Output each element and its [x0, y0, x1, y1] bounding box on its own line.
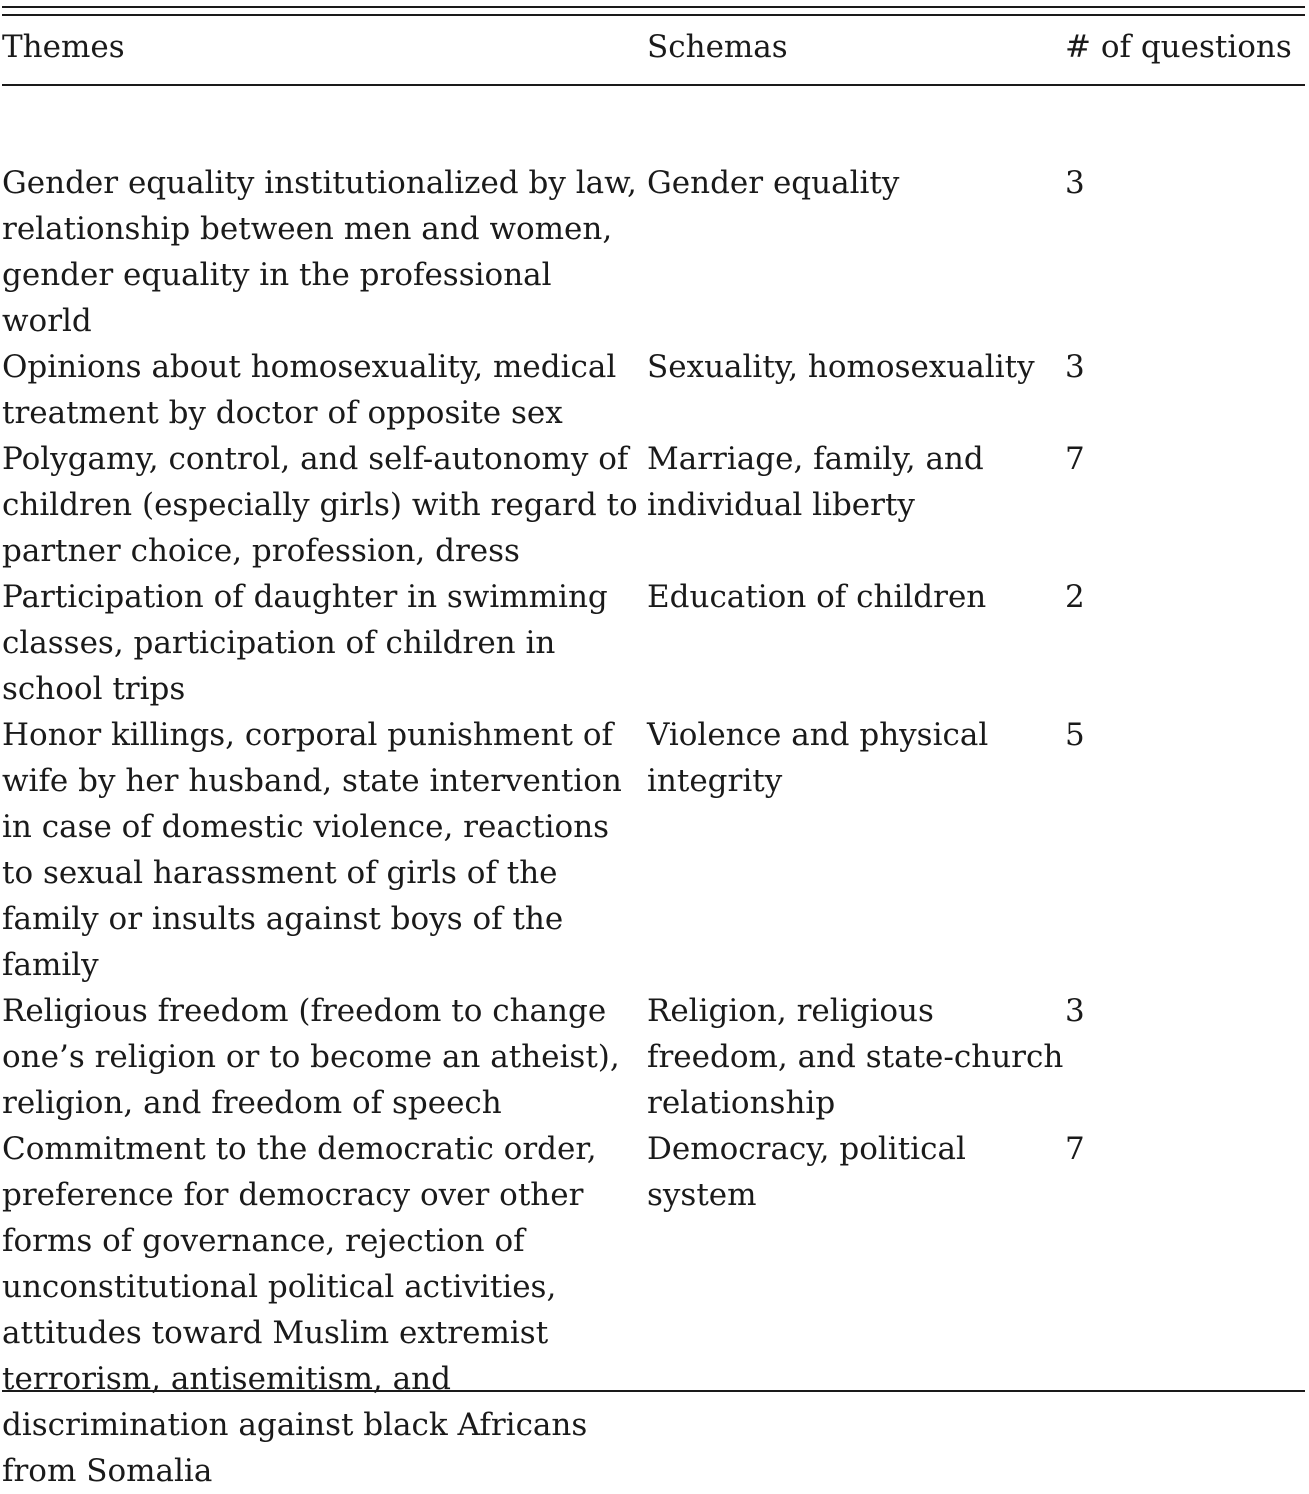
question-count-cell: 2 — [1065, 579, 1085, 615]
themes-table — [2, 22, 1305, 1494]
table-row — [2, 86, 1305, 344]
table-row — [2, 988, 1305, 1126]
schema-cell: Gender equality — [647, 165, 900, 201]
header-question-count: # of questions — [1065, 29, 1292, 65]
schema-cell: Violence and physical integrity — [647, 717, 989, 799]
table-row — [2, 1126, 1305, 1494]
theme-cell: Honor killings, corporal punishment of wife by her husband, state intervention in case of domestic violence, reactions to sexual harassment of girls of the family or insults against boys of the family — [2, 717, 622, 983]
table-top-rule — [2, 6, 1305, 8]
header-row — [2, 22, 1305, 86]
schema-cell: Religion, religious freedom, and state-church relationship — [647, 993, 1064, 1121]
table-row — [2, 344, 1305, 436]
table-row — [2, 574, 1305, 712]
header-schemas: Schemas — [647, 29, 788, 65]
question-count-cell: 3 — [1065, 165, 1085, 201]
header-themes: Themes — [2, 29, 125, 65]
question-count-cell: 3 — [1065, 993, 1085, 1029]
theme-cell: Gender equality institutionalized by law, relationship between men and women, gender equality in the professional world — [2, 165, 637, 339]
theme-cell: Religious freedom (freedom to change one’s religion or to become an atheist), religion, and freedom of speech — [2, 993, 620, 1121]
theme-cell: Commitment to the democratic order, preference for democracy over other forms of governance, rejection of unconstitutional political activities, attitudes toward Muslim extremist terrorism, antisemitism, and discrimination against black Africans from Somalia — [2, 1131, 597, 1489]
theme-cell: Polygamy, control, and self-autonomy of children (especially girls) with regard to partner choice, profession, dress — [2, 441, 638, 569]
question-count-cell: 7 — [1065, 1131, 1085, 1167]
question-count-cell: 5 — [1065, 717, 1085, 753]
theme-cell: Opinions about homosexuality, medical treatment by doctor of opposite sex — [2, 349, 617, 431]
schema-cell: Sexuality, homosexuality — [647, 349, 1035, 385]
schema-cell: Marriage, family, and individual liberty — [647, 441, 984, 523]
theme-cell: Participation of daughter in swimming classes, participation of children in school trips — [2, 579, 608, 707]
question-count-cell: 3 — [1065, 349, 1085, 385]
table-top-rule-inner — [2, 14, 1305, 16]
table-row — [2, 712, 1305, 988]
question-count-cell: 7 — [1065, 441, 1085, 477]
table-row — [2, 436, 1305, 574]
schema-cell: Education of children — [647, 579, 987, 615]
schema-cell: Democracy, political system — [647, 1131, 966, 1213]
